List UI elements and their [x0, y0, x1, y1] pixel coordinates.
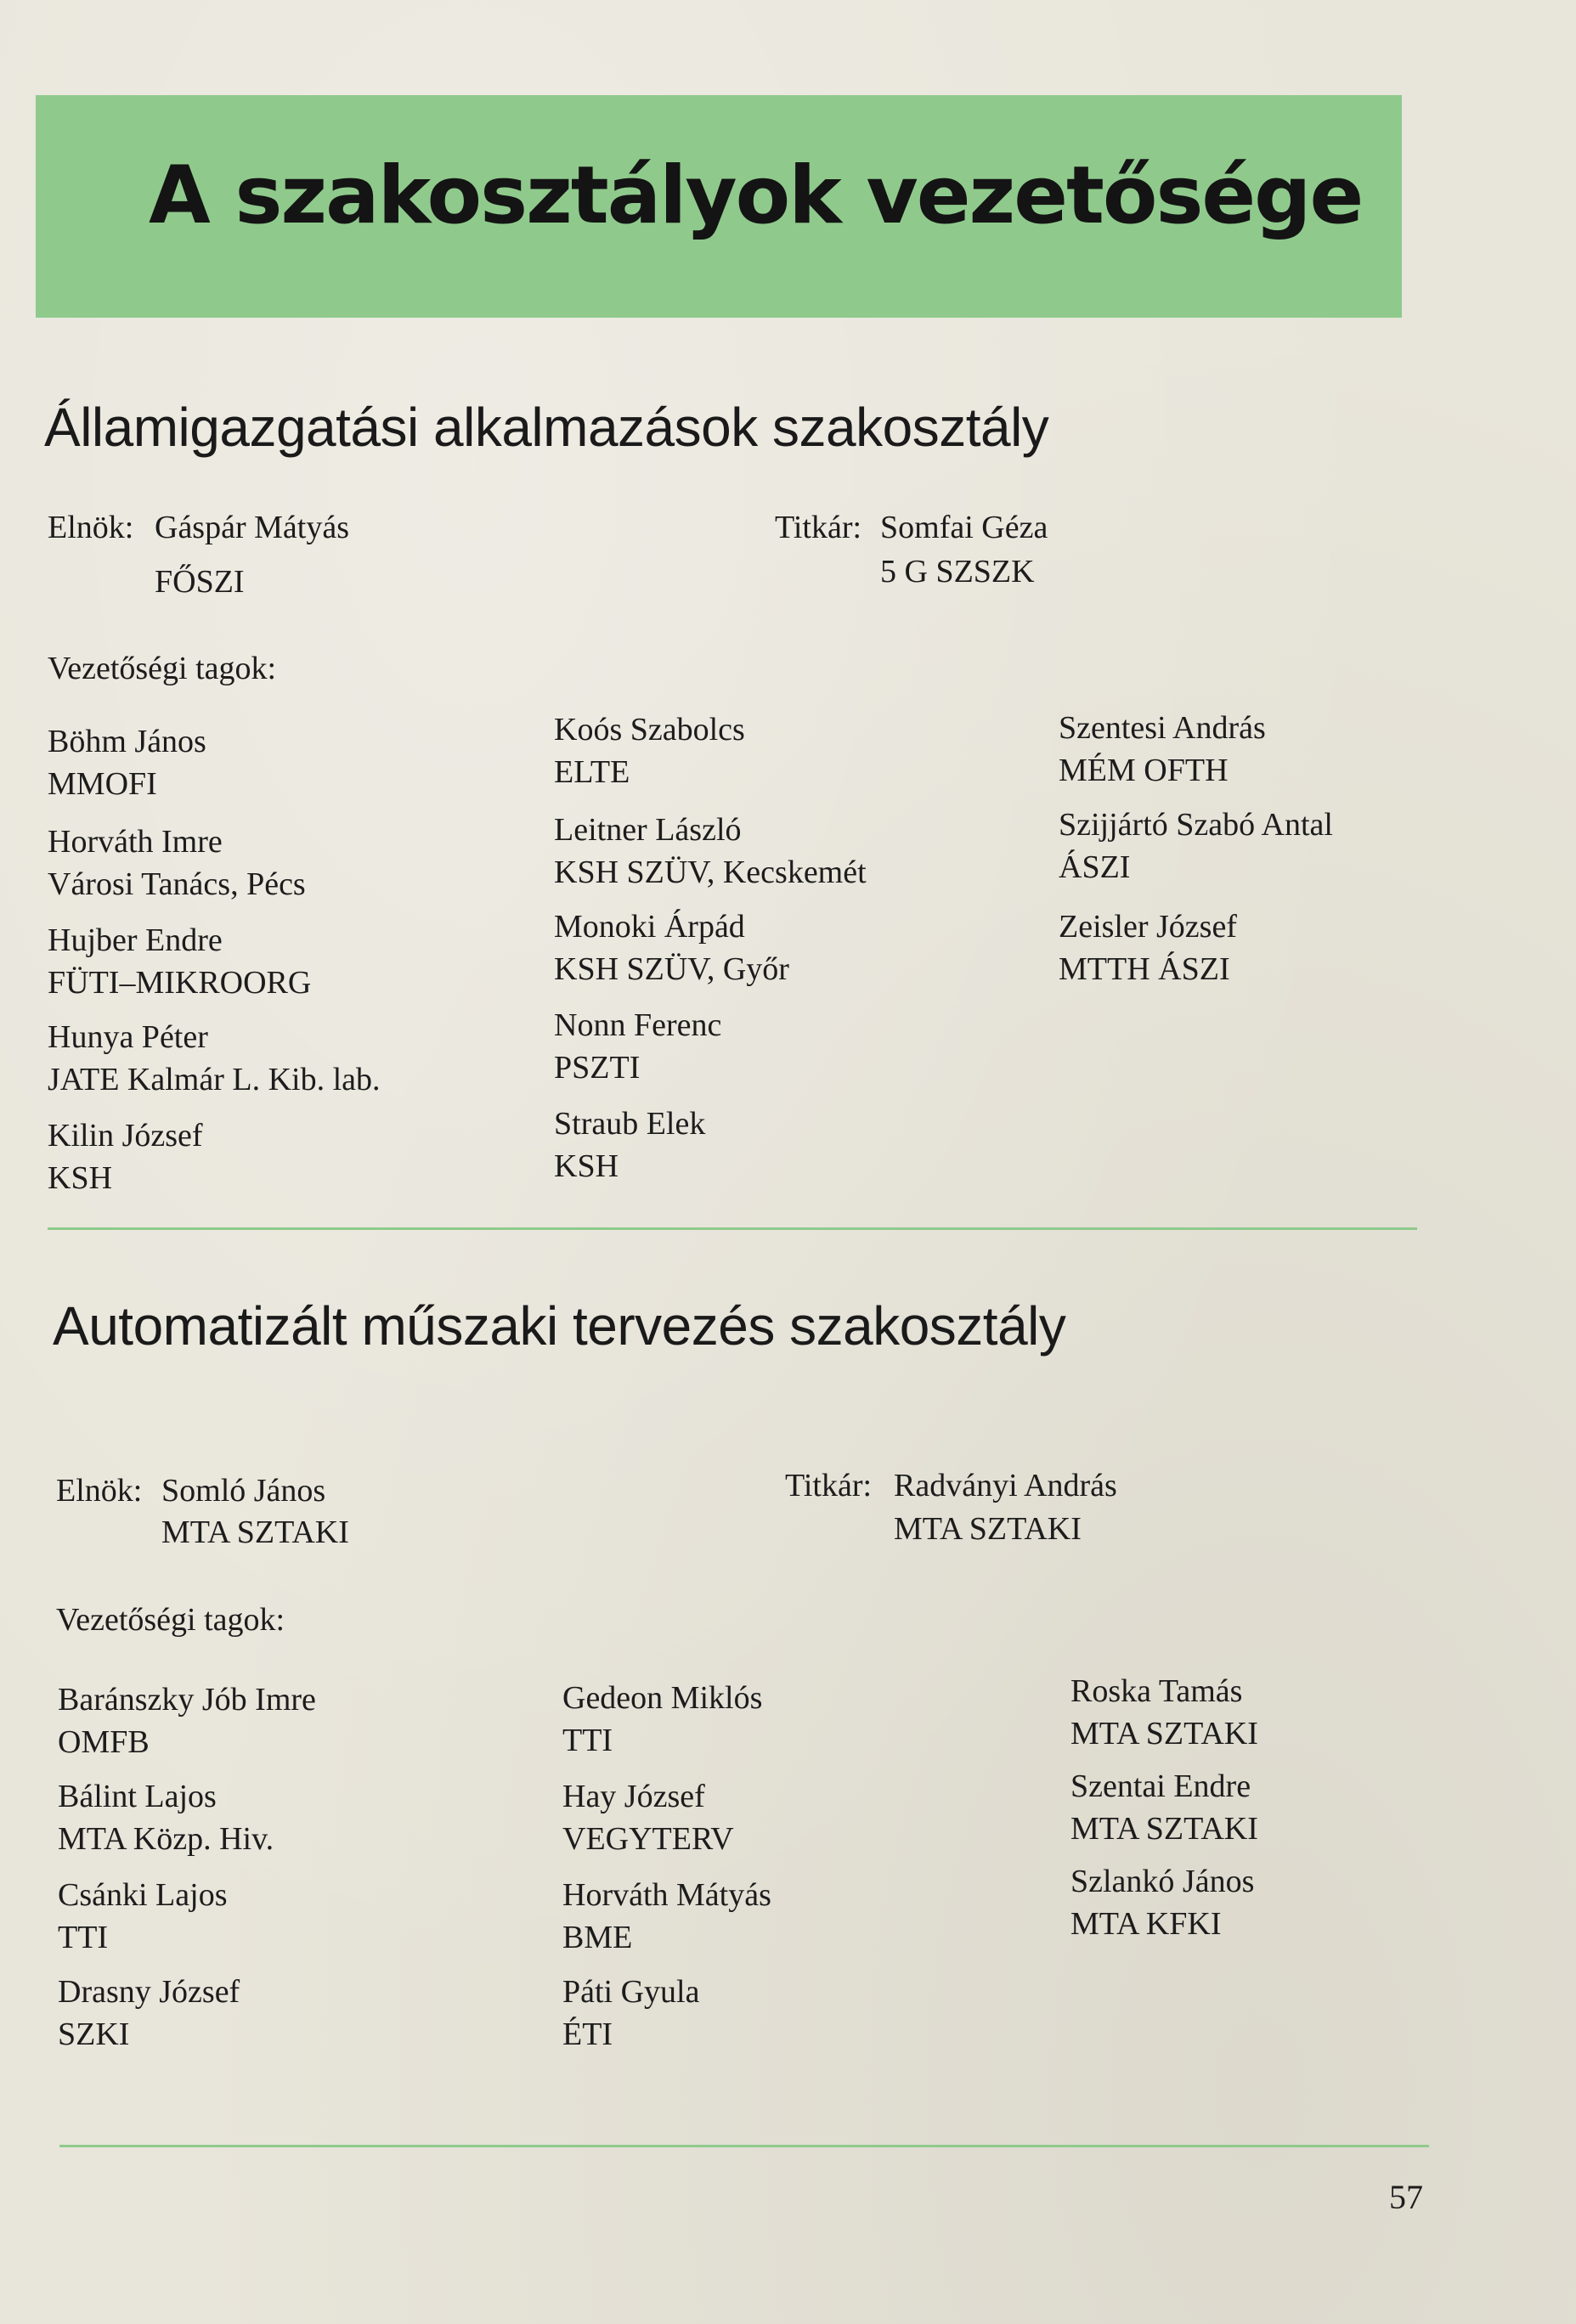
member-org: MTA KFKI — [1070, 1906, 1222, 1942]
member-org: ÉTI — [562, 2017, 613, 2052]
member-name: Szlankó János — [1070, 1864, 1255, 1899]
member-name: Roska Tamás — [1070, 1673, 1243, 1709]
member-item — [562, 1677, 762, 1762]
member-item — [48, 1114, 203, 1199]
member-org: TTI — [58, 1920, 109, 1955]
member-name: Hujber Endre — [48, 922, 223, 958]
member-org: MTTH ÁSZI — [1059, 951, 1230, 987]
member-item — [48, 919, 311, 1004]
member-item — [1059, 905, 1237, 990]
president-label: Elnök: — [48, 510, 134, 545]
member-name: Horváth Mátyás — [562, 1877, 771, 1913]
member-item — [58, 1678, 316, 1763]
member-org: KSH SZÜV, Győr — [554, 951, 789, 987]
section-title-allamigazgatasi: Államigazgatási alkalmazások szakosztály — [44, 397, 1049, 458]
member-item — [48, 1016, 381, 1101]
member-name: Kilin József — [48, 1118, 203, 1154]
member-name: Hay József — [562, 1779, 705, 1814]
page-title: A szakosztályok vezetősége — [149, 149, 1363, 242]
member-org: MTA Közp. Hiv. — [58, 1821, 274, 1857]
secretary-org: 5 G SZSZK — [880, 554, 1035, 589]
member-item — [48, 720, 206, 805]
member-name: Páti Gyula — [562, 1974, 700, 2010]
member-item — [58, 1971, 240, 2056]
secretary-name: Somfai Géza — [880, 510, 1048, 545]
section-title-automatizalt: Automatizált műszaki tervezés szakosztály — [53, 1295, 1066, 1357]
member-item — [1070, 1670, 1258, 1755]
members-label: Vezetőségi tagok: — [56, 1602, 285, 1638]
member-name: Szijjártó Szabó Antal — [1059, 807, 1333, 843]
secretary-label: Titkár: — [775, 510, 862, 545]
member-org: KSH — [48, 1160, 113, 1196]
member-name: Drasny József — [58, 1974, 240, 2010]
member-org: MTA SZTAKI — [1070, 1716, 1258, 1751]
member-org: KSH — [554, 1148, 619, 1184]
member-item — [554, 905, 789, 990]
president-org: FŐSZI — [155, 564, 245, 600]
member-item — [1070, 1860, 1254, 1945]
president-name: Somló János — [161, 1473, 326, 1509]
president-name: Gáspár Mátyás — [155, 510, 349, 545]
member-name: Straub Elek — [554, 1106, 706, 1142]
member-org: MMOFI — [48, 766, 157, 802]
member-item — [1059, 707, 1266, 792]
member-item — [1070, 1765, 1258, 1850]
member-name: Monoki Árpád — [554, 909, 745, 945]
member-item — [554, 1004, 721, 1089]
member-org: FÜTI–MIKROORG — [48, 965, 312, 1001]
member-item — [1059, 804, 1333, 888]
member-org: SZKI — [58, 2017, 130, 2052]
member-name: Hunya Péter — [48, 1019, 208, 1055]
secretary-org: MTA SZTAKI — [894, 1511, 1082, 1547]
member-name: Horváth Imre — [48, 824, 223, 860]
member-org: JATE Kalmár L. Kib. lab. — [48, 1062, 381, 1097]
page-number: 57 — [1389, 2178, 1423, 2216]
member-org: VEGYTERV — [562, 1821, 734, 1857]
member-name: Böhm János — [48, 724, 206, 759]
member-name: Szentai Endre — [1070, 1768, 1251, 1804]
secretary-label: Titkár: — [785, 1468, 873, 1503]
president-label: Elnök: — [56, 1473, 143, 1509]
member-name: Zeisler József — [1059, 909, 1237, 945]
member-org: KSH SZÜV, Kecskemét — [554, 855, 867, 890]
member-item — [554, 1103, 705, 1187]
member-item — [562, 1775, 734, 1860]
member-org: BME — [562, 1920, 633, 1955]
member-item — [58, 1775, 274, 1860]
member-name: Leitner László — [554, 812, 742, 848]
member-org: PSZTI — [554, 1050, 641, 1086]
member-item — [562, 1874, 771, 1959]
president-org: MTA SZTAKI — [161, 1515, 349, 1550]
member-org: Városi Tanács, Pécs — [48, 866, 306, 902]
member-name: Gedeon Miklós — [562, 1680, 763, 1716]
member-org: ÁSZI — [1059, 849, 1131, 885]
member-item — [58, 1874, 227, 1959]
member-name: Bálint Lajos — [58, 1779, 217, 1814]
member-org: MTA SZTAKI — [1070, 1811, 1258, 1847]
member-name: Szentesi András — [1059, 710, 1266, 746]
section-divider — [48, 1227, 1417, 1230]
member-item — [554, 809, 867, 894]
member-name: Koós Szabolcs — [554, 712, 745, 747]
member-org: ELTE — [554, 754, 630, 790]
member-name: Nonn Ferenc — [554, 1007, 722, 1043]
member-name: Csánki Lajos — [58, 1877, 228, 1913]
member-name: Baránszky Jób Imre — [58, 1682, 316, 1718]
member-item — [554, 708, 745, 793]
member-org: TTI — [562, 1723, 613, 1758]
member-item — [48, 821, 306, 905]
member-item — [562, 1971, 699, 2056]
footer-divider — [59, 2145, 1429, 2147]
member-org: OMFB — [58, 1724, 150, 1760]
secretary-name: Radványi András — [894, 1468, 1117, 1503]
member-org: MÉM OFTH — [1059, 753, 1229, 788]
members-label: Vezetőségi tagok: — [48, 651, 277, 686]
